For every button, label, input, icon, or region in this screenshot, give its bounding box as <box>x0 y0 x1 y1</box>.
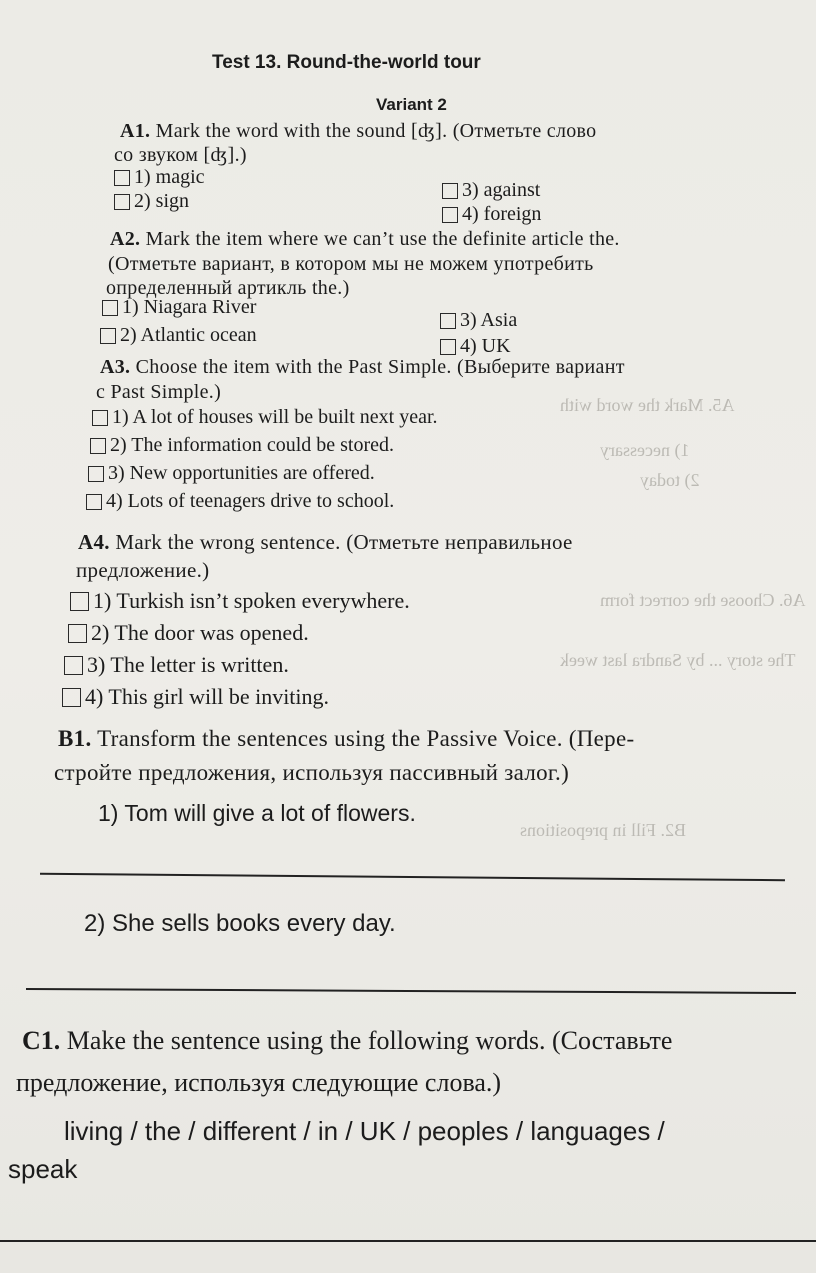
a3-label: A3. <box>100 356 131 378</box>
option-label: 4) UK <box>460 335 511 357</box>
checkbox[interactable] <box>442 207 458 223</box>
a1-option-1[interactable] <box>114 166 205 189</box>
checkbox[interactable] <box>440 313 456 329</box>
a2-question-cont: (Отметьте вариант, в котором мы не можем употребить <box>108 253 594 275</box>
answer-line-1[interactable] <box>40 873 785 881</box>
c1-question <box>22 1026 672 1056</box>
a2-option-2[interactable] <box>100 324 257 347</box>
a2-question-text: Mark the item where we can’t use the definite article the. <box>145 228 620 250</box>
c1-label: C1. <box>22 1026 61 1055</box>
checkbox[interactable] <box>90 438 106 454</box>
checkbox[interactable] <box>88 466 104 482</box>
a2-question-cont: определенный артикль the.) <box>106 277 350 299</box>
answer-line-3[interactable] <box>0 1240 816 1242</box>
a2-question <box>110 228 620 251</box>
a3-option-1[interactable] <box>92 406 438 429</box>
checkbox[interactable] <box>440 339 456 355</box>
b1-question-text: Transform the sentences using the Passive Voice. (Пере- <box>97 726 635 751</box>
option-label: 2) The door was opened. <box>91 620 309 645</box>
bleed-through-text: The story ... by Sandra last week <box>560 650 796 670</box>
c1-words: living / the / different / in / UK / peoples / languages / <box>64 1116 665 1146</box>
bleed-through-text: B2. Fill in prepositions <box>520 820 687 840</box>
option-label: 1) A lot of houses will be built next year. <box>112 406 438 428</box>
option-label: 3) Asia <box>460 309 518 331</box>
option-label: 4) foreign <box>462 203 542 225</box>
b1-question-cont: стройте предложения, используя пассивный залог.) <box>54 760 570 785</box>
b1-sentence-1: 1) Tom will give a lot of flowers. <box>98 800 416 826</box>
c1-words-cont: speak <box>8 1154 78 1184</box>
a3-option-2[interactable] <box>90 434 394 457</box>
a3-option-3[interactable] <box>88 462 375 485</box>
option-label: 2) sign <box>134 190 189 212</box>
a3-option-4[interactable] <box>86 490 394 513</box>
option-label: 4) This girl will be inviting. <box>85 684 330 709</box>
a3-question <box>100 356 625 379</box>
checkbox[interactable] <box>442 183 458 199</box>
option-label: 2) The information could be stored. <box>110 434 395 456</box>
option-label: 3) New opportunities are offered. <box>108 462 375 484</box>
a1-question <box>120 120 596 143</box>
a2-label: A2. <box>110 228 141 250</box>
option-label: 1) Turkish isn’t spoken everywhere. <box>93 588 410 613</box>
option-label: 3) The letter is written. <box>87 652 289 677</box>
checkbox[interactable] <box>100 328 116 344</box>
a4-question-text: Mark the wrong sentence. (Отметьте неправильное <box>115 530 573 554</box>
answer-line-2[interactable] <box>26 988 796 994</box>
checkbox[interactable] <box>70 592 89 611</box>
checkbox[interactable] <box>62 688 81 707</box>
variant-label: Variant 2 <box>376 95 447 114</box>
option-label: 1) magic <box>134 166 205 188</box>
a4-option-1[interactable] <box>70 588 410 614</box>
b1-question <box>58 726 634 752</box>
bleed-through-text: A6. Choose the correct form <box>600 590 806 610</box>
a4-option-2[interactable] <box>68 620 309 646</box>
checkbox[interactable] <box>114 194 130 210</box>
option-label: 4) Lots of teenagers drive to school. <box>106 490 395 512</box>
a1-option-3[interactable] <box>442 179 540 202</box>
a1-option-2[interactable] <box>114 190 189 213</box>
bleed-through-text: 2) today <box>640 470 700 490</box>
option-label: 3) against <box>462 179 541 201</box>
option-label: 2) Atlantic ocean <box>120 324 257 346</box>
checkbox[interactable] <box>64 656 83 675</box>
checkbox[interactable] <box>102 300 118 316</box>
checkbox[interactable] <box>114 170 130 186</box>
b1-sentence-2: 2) She sells books every day. <box>84 910 396 937</box>
test-title: Test 13. Round-the-world tour <box>212 52 481 73</box>
a2-option-4[interactable] <box>440 335 511 358</box>
bleed-through-text: A5. Mark the word with <box>560 395 735 415</box>
a1-label: A1. <box>120 120 151 142</box>
a3-question-cont: с Past Simple.) <box>96 381 222 403</box>
a4-option-3[interactable] <box>64 652 289 678</box>
a4-question <box>78 530 573 555</box>
b1-label: B1. <box>58 726 92 751</box>
a4-question-cont: предложение.) <box>76 558 210 582</box>
c1-question-text: Make the sentence using the following words. (Составьте <box>66 1026 673 1055</box>
a1-question-cont: со звуком [ʤ].) <box>114 144 247 166</box>
option-label: 1) Niagara River <box>122 296 257 318</box>
checkbox[interactable] <box>86 494 102 510</box>
a1-option-4[interactable] <box>442 203 541 226</box>
bleed-through-text: 1) necessary <box>600 440 690 460</box>
checkbox[interactable] <box>92 410 108 426</box>
checkbox[interactable] <box>68 624 87 643</box>
a2-option-3[interactable] <box>440 309 517 332</box>
c1-question-cont: предложение, используя следующие слова.) <box>16 1068 502 1097</box>
a2-option-1[interactable] <box>102 296 256 319</box>
a4-option-4[interactable] <box>62 684 329 710</box>
a4-label: A4. <box>78 530 110 554</box>
a1-question-text: Mark the word with the sound [ʤ]. (Отметьте слово <box>155 120 597 142</box>
a3-question-text: Choose the item with the Past Simple. (Выберите вариант <box>135 356 625 378</box>
